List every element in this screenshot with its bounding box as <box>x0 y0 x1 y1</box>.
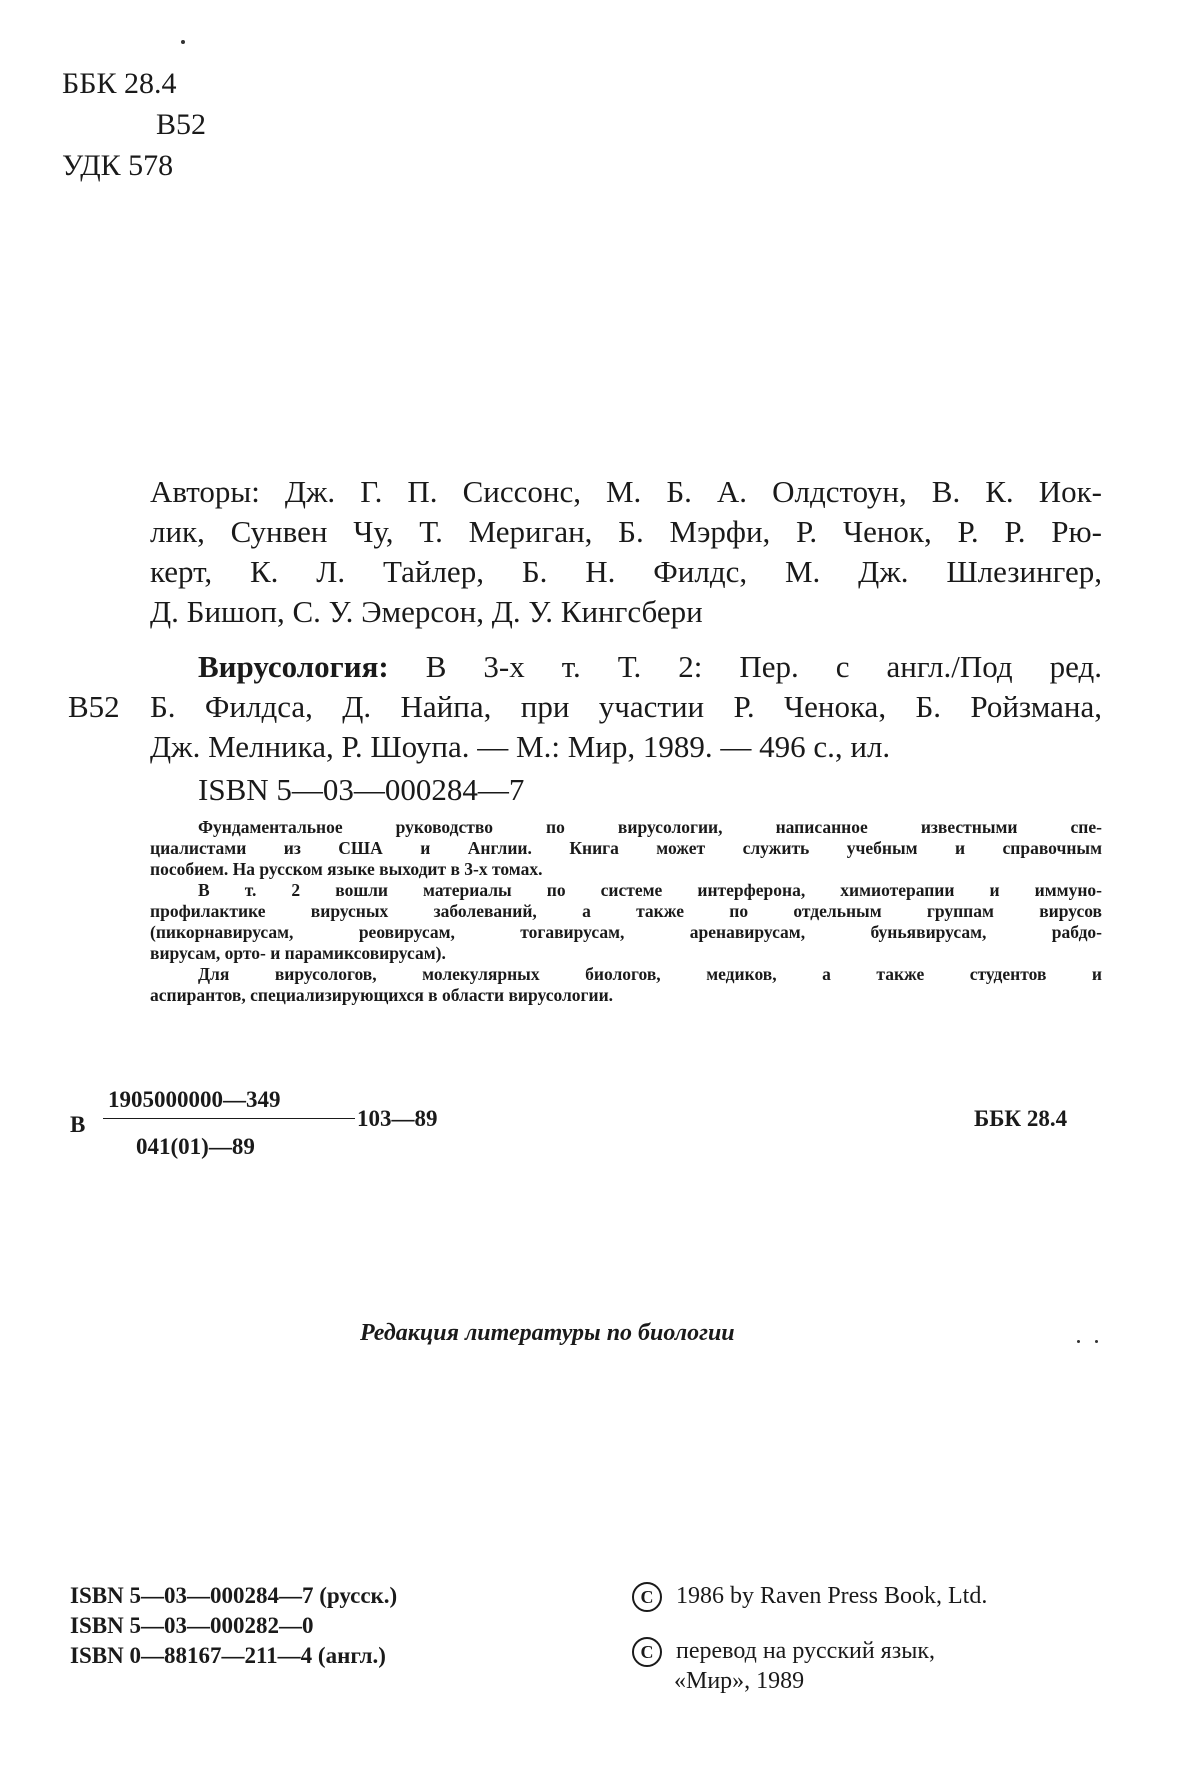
bbk-classification: ББК 28.4 <box>62 67 177 100</box>
catalog-code-suffix: 103—89 <box>357 1106 438 1131</box>
main-isbn: ISBN 5—03—000284—7 <box>198 772 525 807</box>
copyright-icon: C <box>632 1637 662 1667</box>
catalog-code-letter: В <box>70 1112 86 1137</box>
authors-line: Авторы: Дж. Г. П. Сиссонс, М. Б. А. Олдстоун, В. К. Иок- <box>150 474 1102 509</box>
copyright-translation-line2: «Мир», 1989 <box>674 1668 805 1694</box>
annotation-line: аспирантов, специализирующихся в области вирусологии. <box>150 985 614 1005</box>
title-line <box>150 647 1102 687</box>
udk-classification: УДК 578 <box>62 149 174 182</box>
annotation-line: В т. 2 вошли материалы по системе интерферона, химиотерапии и иммуно- <box>198 880 1102 900</box>
authors-line: Д. Бишоп, С. У. Эмерсон, Д. У. Кингсбери <box>150 594 703 629</box>
annotation-line: Фундаментальное руководство по вирусологии, написанное известными спе- <box>198 817 1102 837</box>
annotation-line: Для вирусологов, молекулярных биологов, медиков, а также студентов и <box>198 964 1102 984</box>
author-mark: В52 <box>156 108 207 141</box>
authors-line: лик, Сунвен Чу, Т. Мериган, Б. Мэрфи, Р. Ченок, Р. Р. Рю- <box>150 514 1102 549</box>
catalog-code-denominator: 041(01)—89 <box>136 1134 255 1159</box>
title-line-rest: В 3-х т. Т. 2: Пер. с англ./Под ред. <box>425 649 1103 684</box>
annotation <box>150 817 1102 1006</box>
scan-speck <box>181 40 185 44</box>
copyright-translation <box>632 1636 935 1667</box>
isbn-entry: ISBN 0—88167—211—4 (англ.) <box>70 1643 386 1668</box>
margin-author-mark: В52 <box>68 689 120 724</box>
copyright-translation-text: перевод на русский язык, <box>676 1638 935 1664</box>
copyright-original <box>632 1581 987 1612</box>
copyright-original-text: 1986 by Raven Press Book, Ltd. <box>676 1583 988 1609</box>
edition-department: Редакция литературы по биологии <box>360 1320 735 1346</box>
scan-speck <box>1077 1340 1080 1343</box>
editors-line: Б. Филдса, Д. Найпа, при участии Р. Ченока, Б. Ройзмана, <box>150 689 1102 724</box>
fraction-line <box>103 1118 355 1119</box>
annotation-line: профилактике вирусных заболеваний, а также по отдельным группам вирусов <box>150 901 1102 921</box>
book-title: Вирусология: <box>198 649 389 684</box>
annotation-line: вирусам, орто- и парамиксовирусам). <box>150 943 446 963</box>
authors-line: керт, К. Л. Тайлер, Б. Н. Филдс, М. Дж. Шлезингер, <box>150 554 1102 589</box>
authors-block <box>150 472 1102 632</box>
annotation-line: пособием. На русском языке выходит в 3-х томах. <box>150 859 543 879</box>
scan-speck <box>1095 1340 1098 1343</box>
bibliographic-description <box>150 647 1102 767</box>
publisher-line: Дж. Мелника, Р. Шоупа. — М.: Мир, 1989. — 496 с., ил. <box>150 729 891 764</box>
copyright-icon: C <box>632 1582 662 1612</box>
catalog-bbk: ББК 28.4 <box>974 1106 1068 1131</box>
isbn-list <box>70 1581 397 1671</box>
annotation-line: (пикорнавирусам, реовирусам, тогавирусам, аренавирусам, буньявирусам, рабдо- <box>150 922 1102 942</box>
isbn-entry: ISBN 5—03—000284—7 (русск.) <box>70 1583 398 1608</box>
annotation-line: циалистами из США и Англии. Книга может служить учебным и справочным <box>150 838 1102 858</box>
catalog-code-numerator: 1905000000—349 <box>108 1087 281 1112</box>
isbn-entry: ISBN 5—03—000282—0 <box>70 1613 314 1638</box>
